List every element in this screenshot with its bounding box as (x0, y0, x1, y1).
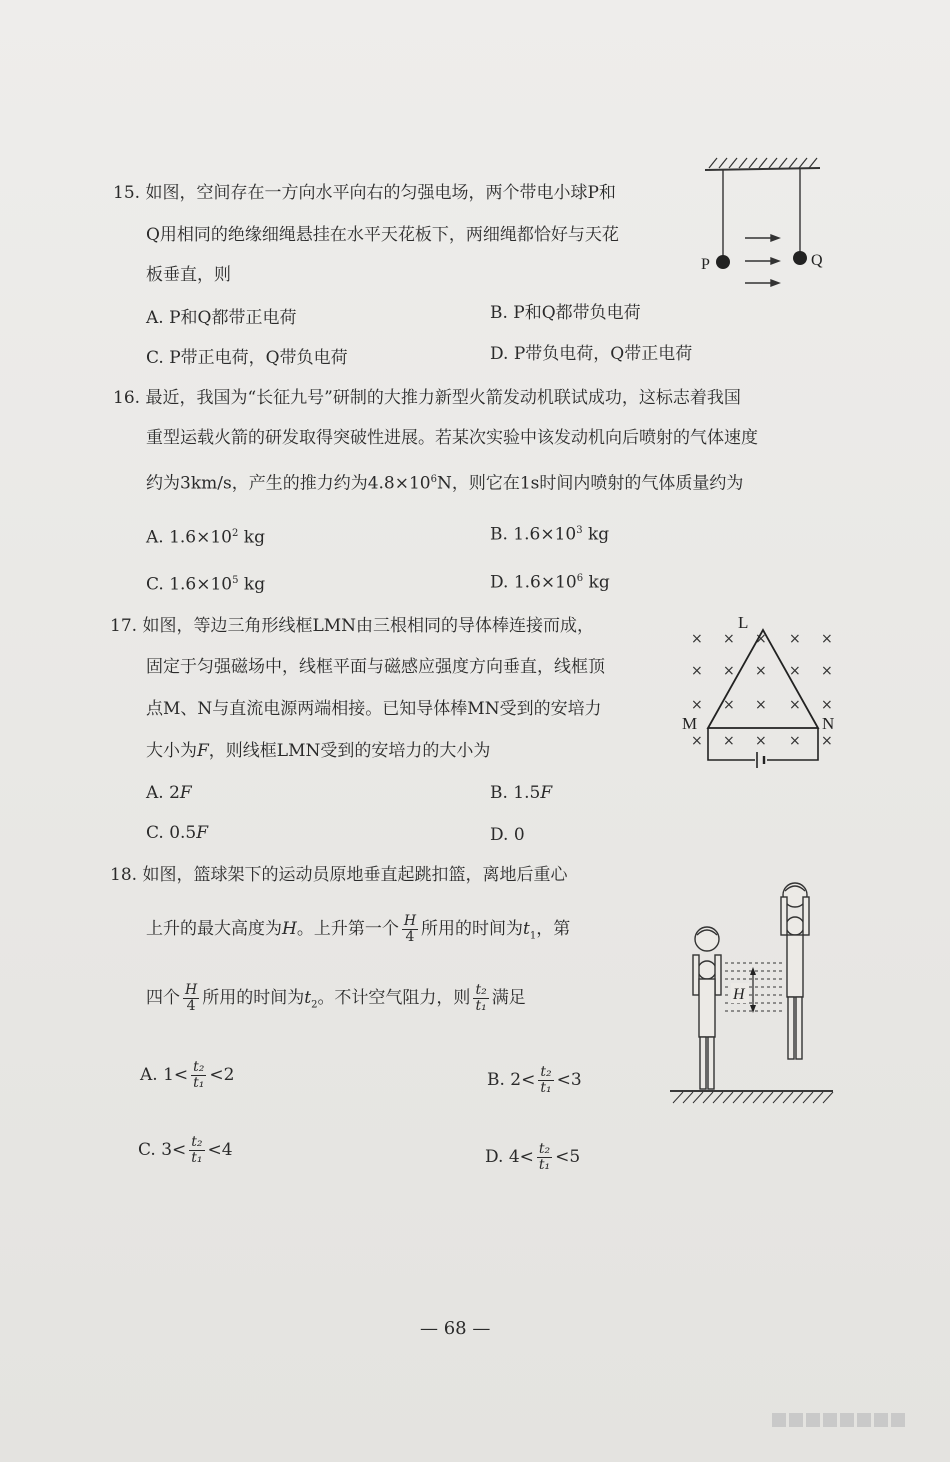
label-p: P (701, 256, 710, 273)
q18-text-3c: 。不计空气阻力，则 (317, 988, 471, 1008)
field-cross: × (755, 697, 767, 713)
label-q: Q (811, 252, 823, 269)
q17-figure (678, 612, 843, 772)
q18-d-frac (537, 1142, 552, 1173)
ball-q (793, 251, 807, 265)
q16-text-3 (146, 467, 743, 497)
q18-b-post: <3 (556, 1070, 582, 1090)
q16-text-1: 最近，我国为“长征九号”研制的大推力新型火箭发动机联试成功，这标志着我国 (145, 388, 741, 408)
q16-d-base: D. 1.6×10 (490, 572, 577, 593)
q16-text-2: 重型运载火箭的研发取得突破性进展。若某次实验中该发动机向后喷射的气体速度 (146, 428, 758, 448)
frac-num: t₂ (475, 982, 487, 998)
q18-b-frac (538, 1065, 553, 1096)
q16-text-3a: 约为3km/s，产生的推力约为4.8×10 (146, 473, 431, 494)
q17-c-label: C. 0.5 (146, 823, 197, 843)
q18-text-3a: 四个 (146, 988, 180, 1008)
q18-option-c (138, 1135, 233, 1166)
q17-number: 17. (110, 616, 138, 636)
q16-option-d (490, 566, 610, 596)
field-cross: × (755, 663, 767, 679)
field-cross: × (821, 663, 833, 679)
q18-frac-h4-first (402, 914, 418, 945)
frac-den: t₁ (193, 1075, 205, 1091)
q18-text-3 (146, 983, 526, 1018)
player-jumping (781, 883, 809, 1059)
q18-text-1: 如图，篮球架下的运动员原地垂直起跳扣篮，离地后重心 (142, 865, 568, 885)
frac-den: t₁ (191, 1150, 203, 1166)
q17-text-4a: 大小为 (146, 741, 197, 761)
frac-num: t₂ (191, 1134, 203, 1150)
q16-d-exp: 6 (576, 573, 584, 584)
q15-number: 15. (113, 183, 141, 203)
q17-c-var: F (196, 823, 209, 843)
q18-text-3b: 所用的时间为 (202, 988, 305, 1008)
q15-line1 (113, 180, 616, 206)
field-cross: × (723, 631, 735, 647)
q16-a-unit: kg (238, 527, 265, 548)
player-standing (693, 927, 721, 1089)
q16-line1 (113, 385, 741, 411)
q17-option-b (490, 780, 552, 806)
field-cross: × (755, 733, 767, 749)
q16-text-3b: N，则它在1s时间内喷射的气体质量约为 (436, 473, 744, 494)
field-cross: × (723, 663, 735, 679)
q16-exp: 6 (430, 474, 437, 485)
q17-d-label: D. 0 (490, 825, 525, 845)
q18-line1 (110, 862, 567, 888)
q18-sub-1: 1 (529, 930, 537, 942)
q16-option-a (146, 521, 265, 551)
q18-frac-h4-fourth (183, 983, 199, 1014)
q17-a-var: F (179, 783, 192, 803)
q17-line1 (110, 613, 594, 639)
q17-text-2: 固定于匀强磁场中，线框平面与磁感应强度方向垂直，线框顶 (146, 657, 605, 677)
field-cross: × (691, 631, 703, 647)
q18-d-pre: D. 4< (485, 1147, 534, 1167)
frac-den: 4 (405, 929, 415, 945)
q18-option-d (485, 1142, 580, 1173)
q16-a-exp: 2 (232, 528, 239, 539)
q18-option-a (140, 1060, 234, 1091)
q15-text-3: 板垂直，则 (146, 265, 231, 285)
q18-var-t2: t (304, 988, 312, 1008)
frac-num: H (403, 913, 417, 929)
q17-option-a (146, 780, 192, 806)
q17-text-4b: ，则线框LMN受到的安培力的大小为 (208, 741, 491, 761)
q17-option-c (146, 820, 208, 846)
q15-option-d: D. P带负电荷，Q带正电荷 (490, 344, 693, 364)
frac-num: t₂ (540, 1064, 552, 1080)
q15-text-1: 如图，空间存在一方向水平向右的匀强电场，两个带电小球P和 (145, 183, 616, 203)
q18-a-pre: A. 1< (140, 1065, 189, 1085)
field-cross: × (691, 663, 703, 679)
frac-num: H (185, 982, 198, 998)
page-number: — 68 — (420, 1318, 491, 1339)
field-cross: × (821, 697, 833, 713)
q18-option-b (487, 1065, 582, 1096)
q15-option-c: C. P带正电荷，Q带负电荷 (146, 348, 348, 368)
q15-option-a: A. P和Q都带正电荷 (146, 308, 297, 328)
field-cross: × (723, 733, 735, 749)
q17-b-label: B. 1.5 (490, 783, 541, 803)
label-m: M (682, 714, 698, 733)
q17-text-4 (146, 738, 490, 764)
q17-text-3: 点M、N与直流电源两端相接。已知导体棒MN受到的安培力 (146, 699, 602, 719)
ground-hatching (673, 1092, 833, 1103)
q16-c-unit: kg (238, 574, 266, 595)
frac-den: t₁ (540, 1080, 552, 1096)
field-cross: × (691, 697, 703, 713)
field-cross: × (691, 733, 703, 749)
q15-option-b: B. P和Q都带负电荷 (490, 303, 641, 323)
q18-text-3d: 满足 (491, 988, 526, 1008)
q18-b-pre: B. 2< (487, 1070, 536, 1090)
label-l: L (738, 613, 749, 632)
q18-text-2a: 上升的最大高度为 (146, 919, 282, 939)
q18-text-2c: 所用的时间为 (421, 919, 524, 939)
q15-figure (695, 150, 835, 300)
ball-p (716, 255, 730, 269)
q16-number: 16. (113, 388, 141, 408)
magnetic-field-crosses (691, 631, 833, 749)
q18-var-t1: t (523, 919, 530, 939)
q18-number: 18. (110, 865, 138, 885)
q18-text-2 (146, 914, 570, 949)
q18-c-pre: C. 3< (138, 1140, 187, 1160)
label-n: N (822, 714, 835, 733)
q18-sub-2: 2 (311, 999, 318, 1011)
q18-a-frac (191, 1060, 206, 1091)
field-cross: × (755, 631, 767, 647)
q16-b-unit: kg (582, 524, 610, 545)
q18-text-2d: ，第 (536, 919, 571, 939)
q16-option-c (146, 568, 265, 598)
field-cross: × (723, 697, 735, 713)
frac-den: t₁ (475, 998, 487, 1014)
q17-text-1: 如图，等边三角形线框LMN由三根相同的导体棒连接而成， (142, 616, 595, 636)
q18-d-post: <5 (555, 1147, 581, 1167)
field-cross: × (821, 733, 833, 749)
q17-option-d (490, 822, 525, 848)
q15-text-2: Q用相同的绝缘细绳悬挂在水平天花板下，两细绳都恰好与天花 (146, 225, 619, 245)
q18-c-post: <4 (207, 1140, 233, 1160)
q18-var-h: H (282, 919, 297, 939)
field-cross: × (789, 733, 801, 749)
field-cross: × (789, 697, 801, 713)
q18-figure (665, 875, 840, 1115)
q18-c-frac (189, 1135, 204, 1166)
q18-a-post: <2 (209, 1065, 235, 1085)
frac-den: t₁ (538, 1157, 551, 1173)
q16-b-exp: 3 (576, 525, 583, 536)
q17-a-label: A. 2 (146, 783, 180, 803)
q18-text-2b: 。上升第一个 (296, 919, 399, 939)
watermark-blur (772, 1412, 922, 1438)
label-h: H (733, 986, 745, 1003)
field-cross: × (789, 663, 801, 679)
q17-b-var: F (540, 783, 553, 803)
frac-num: t₂ (193, 1059, 205, 1075)
q16-c-exp: 5 (232, 575, 239, 586)
frac-num: t₂ (538, 1141, 551, 1157)
field-cross: × (821, 631, 833, 647)
q17-var-f: F (197, 741, 209, 761)
q16-c-base: C. 1.6×10 (146, 574, 233, 595)
q18-frac-t2t1 (473, 983, 488, 1014)
field-arrows (745, 235, 779, 286)
q16-b-base: B. 1.6×10 (490, 524, 577, 545)
frac-den: 4 (186, 998, 196, 1014)
field-cross: × (789, 631, 801, 647)
q16-d-unit: kg (583, 572, 610, 593)
q16-option-b (490, 518, 609, 548)
q16-a-base: A. 1.6×10 (146, 527, 232, 548)
